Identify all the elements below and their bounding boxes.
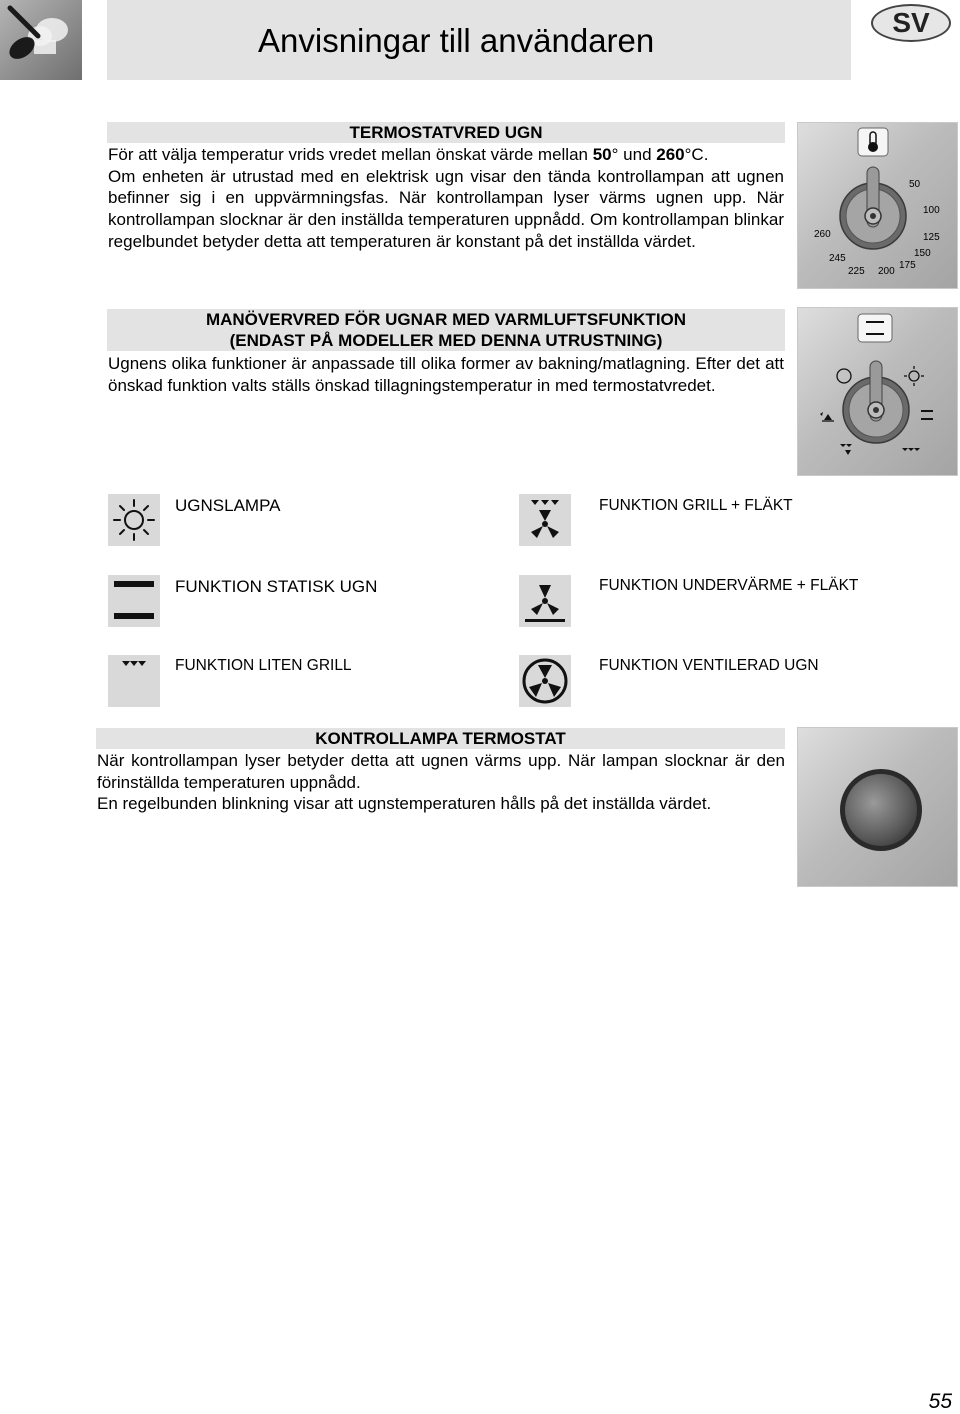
fan-oven-icon [519,655,571,707]
dial-label-50: 50 [909,179,921,190]
function-dial-panel [797,307,958,476]
dial-label-100: 100 [923,205,940,216]
function-dial-illustration [798,308,957,475]
bottom-heat-fan-icon [519,575,571,627]
dial-label-225: 225 [848,266,865,277]
dial-label-260: 260 [814,229,831,240]
indicator-title: KONTROLLAMPA TERMOSTAT [96,728,785,749]
oven-lamp-icon [108,494,160,546]
language-badge: SV [871,4,951,42]
brand-logo [0,0,82,80]
thermostat-text [108,144,784,253]
function-knob-text: Ugnens olika funktioner är anpassade till olika former av bakning/matlagning. Efter det att önskad funktion valts ställs önskad tillagningstemperatur in med termostatvredet. [108,354,784,395]
dial-label-245: 245 [829,253,846,264]
legend-label-static: FUNKTION STATISK UGN [175,577,378,596]
thermostat-line1: För att välja temperatur vrids vredet mellan önskat värde mellan 50° und 260°C. [108,145,709,164]
temp-min: 50 [592,145,612,164]
dial-label-175: 175 [899,260,916,271]
function-knob-title: MANÖVERVRED FÖR UGNAR MED VARMLUFTSFUNKTION (ENDAST PÅ MODELLER MED DENNA UTRUSTNING) [107,309,785,351]
grill-fan-icon [519,494,571,546]
indicator-text-1: När kontrollampan lyser betyder detta att ugnen värms upp. När lampan slocknar är den förinställda temperaturen uppnådd. [97,751,785,792]
page-title: Anvisningar till användaren [258,22,655,59]
spoon-chef-hat-icon [0,0,82,80]
small-grill-icon [108,655,160,707]
temp-max: 260 [656,145,685,164]
page-number: 55 [928,1390,952,1413]
thermostat-dial-panel [797,122,958,289]
dial-label-150: 150 [914,248,931,259]
legend-label-lamp: UGNSLAMPA [175,496,281,515]
thermostat-title: TERMOSTATVRED UGN [107,122,785,143]
indicator-lamp-illustration [798,728,957,886]
dial-label-125: 125 [923,232,940,243]
dial-label-200: 200 [878,266,895,277]
legend-label-bottom-heat-fan: FUNKTION UNDERVÄRME + FLÄKT [599,577,859,594]
static-oven-icon [108,575,160,627]
legend-label-fan-oven: FUNKTION VENTILERAD UGN [599,657,819,674]
legend-label-small-grill: FUNKTION LITEN GRILL [175,657,352,674]
indicator-lamp-panel [797,727,958,887]
thermostat-body: Om enheten är utrustad med en elektrisk ugn visar den tända kontrollampan att ugnen befinner sig i en uppvärmningsfas. När kontrollampan lyser värms ugnen upp. När kontrollampan slocknar är den inställda temperaturen uppnådd. Om kontrollampan blinkar regelbundet betyder detta att temperaturen är konstant på det inställda värdet. [108,166,784,251]
indicator-text-2: En regelbunden blinkning visar att ugnstemperaturen hålls på det inställda värdet. [97,794,712,813]
legend-label-grill-fan: FUNKTION GRILL + FLÄKT [599,497,793,514]
